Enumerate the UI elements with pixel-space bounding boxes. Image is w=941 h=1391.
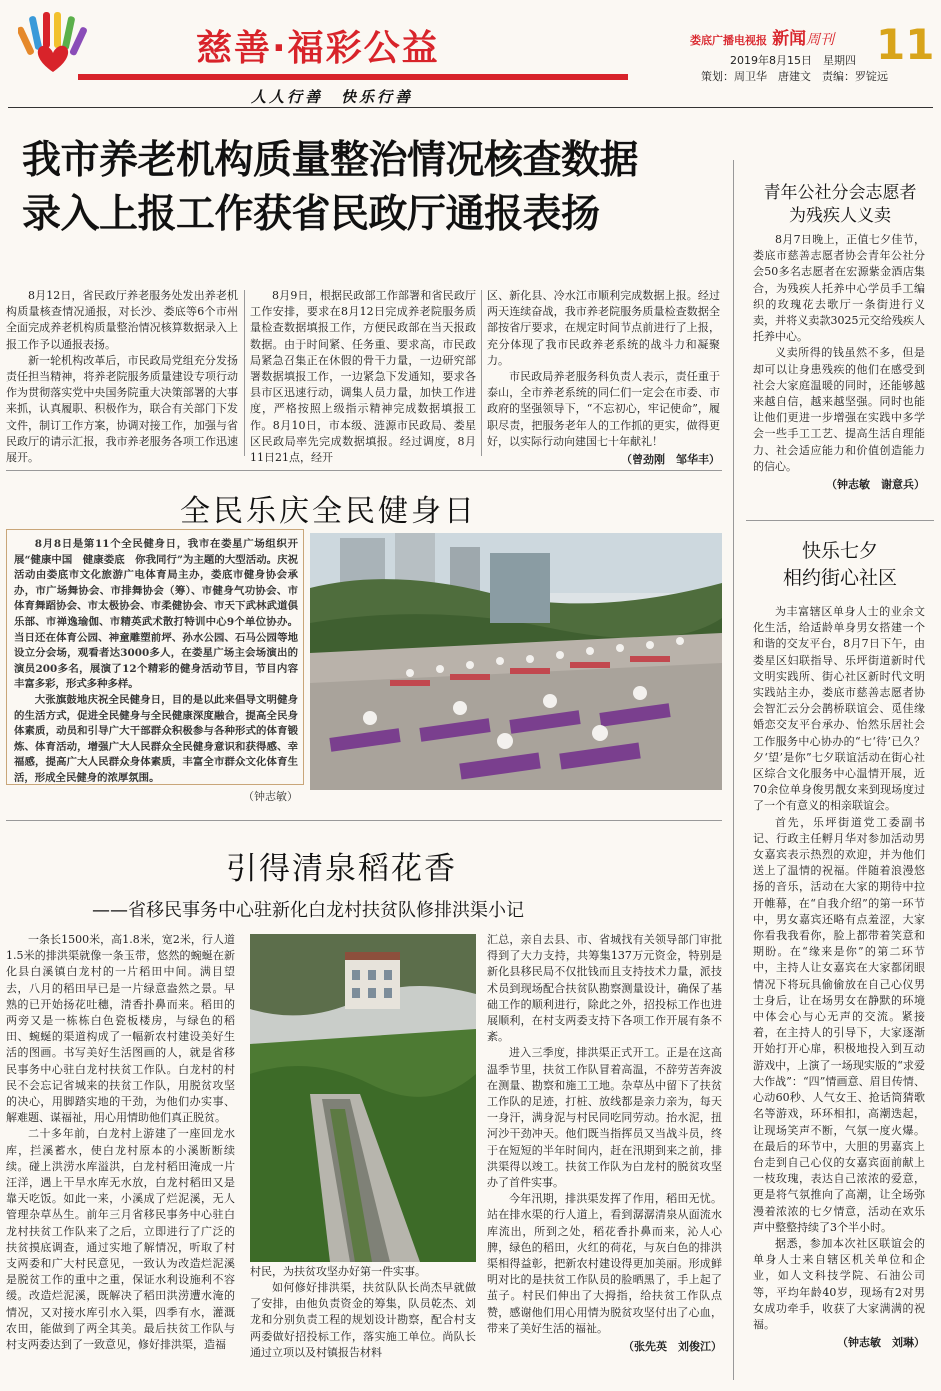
fitness-title: 全民乐庆全民健身日 <box>180 494 477 529</box>
side-article-2-text <box>753 604 925 1351</box>
fitness-article-text <box>14 537 298 804</box>
fitness-paragraph: 8月8日是第11个全民健身日，我市在娄星广场组织开展“健康中国 健康娄底 你我同行”为主题的大型活动。庆祝活动由娄底市文化旅游广电体育局主办，娄底市健身协会承办，市广场舞协会、市排舞协会（筹）、市健身气功协会、市体育舞蹈协会、市太极协会、市柔健协会、市天下武林武道俱乐部、市禅逸瑜伽、市精英武术散打特训中心9个单位协办。当日还在体育公园、神童雕塑前坪、孙水公园、石马公园等地设立分会场，观看者达3000多人，在娄星广场主会场演出的演员200多名，展演了12个精彩的健身活动节目，节目内容丰富多彩，形式多种多样。 <box>14 538 298 691</box>
paper-suffix: 周刊 <box>806 32 835 48</box>
canal-article-column-3 <box>487 932 722 1355</box>
canal-photo-caption: 村民，为扶贫攻坚办好第一件实事。 <box>250 1265 426 1278</box>
lead-paragraph: 市民政局养老服务科负责人表示，责任重于泰山，全市养老系统的同仁们一定会在市委、市政府的坚强领导下，“不忘初心，牢记使命”，履职尽责，把服务老年人的工作抓的更实，做得更好，以实际行动向建国七十年献礼！ <box>487 370 720 448</box>
side-article-1-title-line2: 为残疾人义卖 <box>789 206 891 226</box>
side-article-2-byline: （钟志敏 刘琳） <box>837 1336 925 1350</box>
fitness-paragraph: 大张旗鼓地庆祝全民健身日，目的是以此来倡导文明健身的生活方式，促进全民健身与全民健康深度融合，提高全民身体素质，动员和引导广大干部群众积极参与各种形式的体育锻炼、体育活动，增强广大人民群众全民健身意识和获得感、幸福感，提高广大人民群众身体素质，丰富全市群众文化体育生活，形成全民健身的浓厚氛围。 <box>14 693 298 784</box>
canal-article-column-2 <box>250 1280 476 1361</box>
side-paragraph: 为丰富辖区单身人士的业余文化生活，给适龄单身男女搭建一个和谐的交友平台，8月7日下午，由娄星区妇联指导、乐坪街道新时代文明实践所、街心社区新时代文明实践站主办，娄底市慈善志愿者协会智汇云分会鹊桥联谊会、觅佳缘婚恋交友平台承办、怡然乐居社会工作服务中心协办的“七‘待’已久？夕‘望’是你”七夕联谊活动在街心社区综合文化服务中心温情开展，近70余位单身俊男靓女来到现场度过了一个有意义的相亲联谊会。 <box>753 605 925 813</box>
paper-logo <box>690 24 834 49</box>
editor-credits: 策划：周卫华 唐建文 责编：罗锭远 <box>701 70 888 83</box>
masthead <box>8 6 933 108</box>
side-article-2-title-line1: 快乐七夕 <box>801 540 878 562</box>
canal-paragraph: 今年汛期，排洪渠发挥了作用，稻田无忧。站在排水渠的行人道上，看到潺潺清泉从面流水库流出，所到之处，稻花香扑鼻而来，沁人心脾，绿色的稻田，火红的荷花，与灰白色的排洪渠相得益彰，把新农村建设得更加美丽。形成鲜明对比的是扶贫工作队员的脸晒黑了，手上起了茧子。村民们伸出了大拇指，给扶贫工作队点赞，感谢他们用心用情为脱贫攻坚付出了心血，带来了美好生活的福祉。 <box>487 1192 722 1335</box>
side-paragraph: 首先，乐坪街道党工委副书记、行政主任孵月华对参加活动男女嘉宾表示热烈的欢迎，并为他们送上了温情的祝福。伴随着浪漫悠扬的音乐，活动在大家的期待中拉开帷幕，在“自我介绍”的第一环节中，男女嘉宾还略有点羞涩，大家你看我我看你，脸上都带着笑意和期盼。在“缘来是你”的第二环节中，主持人让女嘉宾在大家都闭眼情况下将玩具偷偷放在自己心仪男士身后，让在场男女在静默的环境中体会心与心无声的交流。紧接着，在主持人的引导下，大家逐渐开始打开心扉，积极地投入到互动游戏中，上演了一场现实版的“求爱大作战”：“四”情画意、眉目传情、心动60秒、人气女王、抢话筒猜歌名等游戏，环环相扣，高潮迭起，让现场笑声不断，气氛一度火爆。在最后的环节中，大胆的男嘉宾上台走到自己心仪的女嘉宾面前献上一枝玫瑰，表达自己浓浓的爱意，更是将气氛推向了高潮，让全场弥漫着浓浓的七夕情意，活动在欢乐声中整整持续了3个半小时。 <box>753 815 925 1234</box>
side-article-1-byline: （钟志敏 谢意兵） <box>826 478 925 492</box>
side-article-1-title-line1: 青年公社分会志愿者 <box>763 183 917 203</box>
canal-title: 引得清泉稻花香 <box>226 851 457 887</box>
canal-paragraph: 一条长1500米，高1.8米，宽2米，行人道1.5米的排洪渠就像一条玉带，悠然的蜿蜒在新化县白溪镇白龙村的一片稻田中间。满目望去，八月的稻田早已是一片绿意盎然之景。早熟的已开始扬花吐穗，清香扑鼻而来。稻田的两旁又是一栋栋白色瓷板楼房，与绿色的稻田、蜿蜒的渠道构成了一幅新农村建设美好生活的图画。书写美好生活图画的人，就是省移民事务中心驻白龙村扶贫工作队。白龙村的村民不会忘记省城来的扶贫工作队，用脱贫攻坚的决心，用脚踏实地的干劲，为他们办实事、解难题、谋福祉，用心用情助他们真正脱贫。 <box>6 933 235 1125</box>
side-article-2-title <box>746 538 934 592</box>
lead-paragraph: 新一轮机构改革后，市民政局党组充分发扬责任担当精神，将养老院服务质量建设专项行动作为贯彻落实党中央国务院重大决策部署的大事来抓，认真履职、积极作为，联合有关部门下发文件，制订工作方案，协调对接工作，加强与省民政厅的请示汇报，我市养老服务各项工作迅速展开。 <box>6 353 238 465</box>
side-paragraph: 据悉，参加本次社区联谊会的单身人士来自辖区机关单位和企业，如人文科技学院、石油公司等，平均年龄40岁，现场有2对男女成功牵手，收获了大家满满的祝福。 <box>753 1236 925 1331</box>
column-divider <box>244 290 245 456</box>
canal-paragraph: 如何修好排洪渠，扶贫队队长尚杰早就做了安排，由他负责资金的筹集，队员乾杰、刘龙和分别负责工程的规划设计勘察，配合村支两委做好招投标工作，落实施工单位。尚队长通过立项以及村镇报告材料 <box>250 1281 476 1359</box>
canal-subtitle: ——省移民事务中心驻新化白龙村扶贫队修排洪渠小记 <box>92 900 524 921</box>
canal-paragraph: 汇总，亲自去县、市、省城找有关领导部门审批得到了大力支持，共筹集137万元资金，特别是新化县移民局不仅批钱而且支持技术力量，派技术员到现场配合扶贫队勘察测量设计，确保了基础工作的顺利进行，除此之外，招投标工作也进展顺利，在村支两委支持下各项工作开展有条不紊。 <box>487 933 722 1044</box>
lead-article-column-2 <box>250 288 476 466</box>
section-title: 慈善·福彩公益 <box>196 28 440 69</box>
title-underline <box>78 74 628 80</box>
section-divider <box>746 520 934 521</box>
side-article-1-title <box>746 182 934 228</box>
fitness-photo <box>310 533 722 790</box>
column-divider <box>481 290 482 456</box>
issue-date: 2019年8月15日 星期四 <box>730 54 856 67</box>
paper-name: 新闻 <box>772 29 807 49</box>
side-article-2-title-line2: 相约街心社区 <box>782 567 897 589</box>
lead-headline-line2: 录入上报工作获省民政厅通报表扬 <box>22 192 600 237</box>
canal-photo <box>250 934 476 1262</box>
canal-article-column-1 <box>6 932 235 1353</box>
lead-paragraph: 8月9日，根据民政部工作部署和省民政厅工作安排，要求在8月12日完成养老院服务质量检查数据填报工作，方便民政部在当天报政数据。由于时间紧、任务重、要求高，市民政局紧急召集正在休假的骨干力量，一边研究部署数据填报工作，一边紧急下发通知，要求各县市区迅速行动，调集人员力量，加快工作进度，严格按照上级指示精神完成数据填报工作。8月10日，市本级、涟源市民政局、娄星区民政局率先完成数据填报。经过调度，8月11日21点，经开 <box>250 289 476 465</box>
lead-article-column-3 <box>487 288 720 468</box>
section-divider <box>6 820 722 821</box>
lead-byline: （曾劲刚 邹华丰） <box>621 453 720 467</box>
lead-headline-line1: 我市养老机构质量整治情况核查数据 <box>22 138 639 183</box>
masthead-rule <box>8 107 933 108</box>
canal-paragraph: 二十多年前，白龙村上游建了一座回龙水库，拦溪蓄水，使白龙村原本的小溪断断续续。碰上洪涝水库溢洪，白龙村稻田淹成一片汪洋，遇上干旱水库无水放，白龙村稻田又是靠天吃饭。如此一来，小溪成了烂泥溪，无人管理杂草丛生。前年三月省移民事务中心驻白龙村扶贫工作队来了之后，立即进行了广泛的扶贫摸底调查，通过实地了解情况，听取了村支两委和广大村民意见，一致认为改造烂泥溪是脱贫工作的重中之重，保证水利设施利不容缓。改造烂泥溪，既解决了稻田洪涝遭水淹的情况，又对接水库引水入渠，四季有水，灌溉农田，能做到了两全其美。最后扶贫工作队与村支两委达到了一致意见，修好排洪渠，造福 <box>6 1127 235 1352</box>
paper-source: 娄底广播电视报 <box>690 34 767 47</box>
side-paragraph: 8月7日晚上，正值七夕佳节，娄底市慈善志愿者协会青年公社分会50多名志愿者在宏源紫金酒店集合，为残疾人托养中心学员手工编织的玫瑰花去歌厅一条街进行义卖，并将义卖款3025元交给残疾人托养中心。 <box>753 233 925 344</box>
side-paragraph: 义卖所得的钱虽然不多，但是却可以让身患残疾的他们在感受到社会大家庭温暖的同时，还能够越来越自信，越来越坚强。同时也能让他们更进一步增强在实践中多学会一些手工工艺、提高生活自理能力、社会适应能力和价值创造能力的信心。 <box>753 346 925 473</box>
lead-paragraph: 区、新化县、冷水江市顺利完成数据上报。经过两天连续奋战，我市养老院服务质量检查数据全部按省厅要求，在规定时间节点前进行了上报，充分体现了我市民政养老系统的战斗力和凝聚力。 <box>487 289 720 367</box>
canal-paragraph: 进入三季度，排洪渠正式开工。正是在这高温季节里，扶贫工作队冒着高温，不辞劳苦奔波在测量、勘察和施工工地。杂草丛中留下了扶贫工作队的足迹，打桩、放线都是亲力亲为，每天一身汗，满身泥与村民同吃同劳动。抬水泥，扭河沙干劲冲天。他们既当指挥员又当战斗员，终于在短短的半年时间内，赶在汛期到来之前，排洪渠得以竣工。扶贫工作队为白龙村的脱贫攻坚办了首件实事。 <box>487 1046 722 1190</box>
page-number: 11 <box>876 20 935 69</box>
fitness-byline: （钟志敏） <box>243 789 298 803</box>
hands-heart-logo-icon <box>18 6 88 78</box>
section-divider <box>6 470 722 471</box>
lead-article-column-1 <box>6 288 238 466</box>
canal-byline: （张先英 刘俊江） <box>623 1340 722 1354</box>
slogan: 人人行善 快乐行善 <box>251 88 414 106</box>
lead-headline <box>22 134 722 242</box>
right-column-divider <box>733 160 734 1380</box>
lead-paragraph: 8月12日，省民政厅养老服务处发出养老机构质量核查情况通报，对长沙、娄底等6个市州全面完成养老机构质量整治情况核算数据录入上报工作予以通报表扬。 <box>6 289 238 351</box>
side-article-1-text <box>753 232 925 493</box>
